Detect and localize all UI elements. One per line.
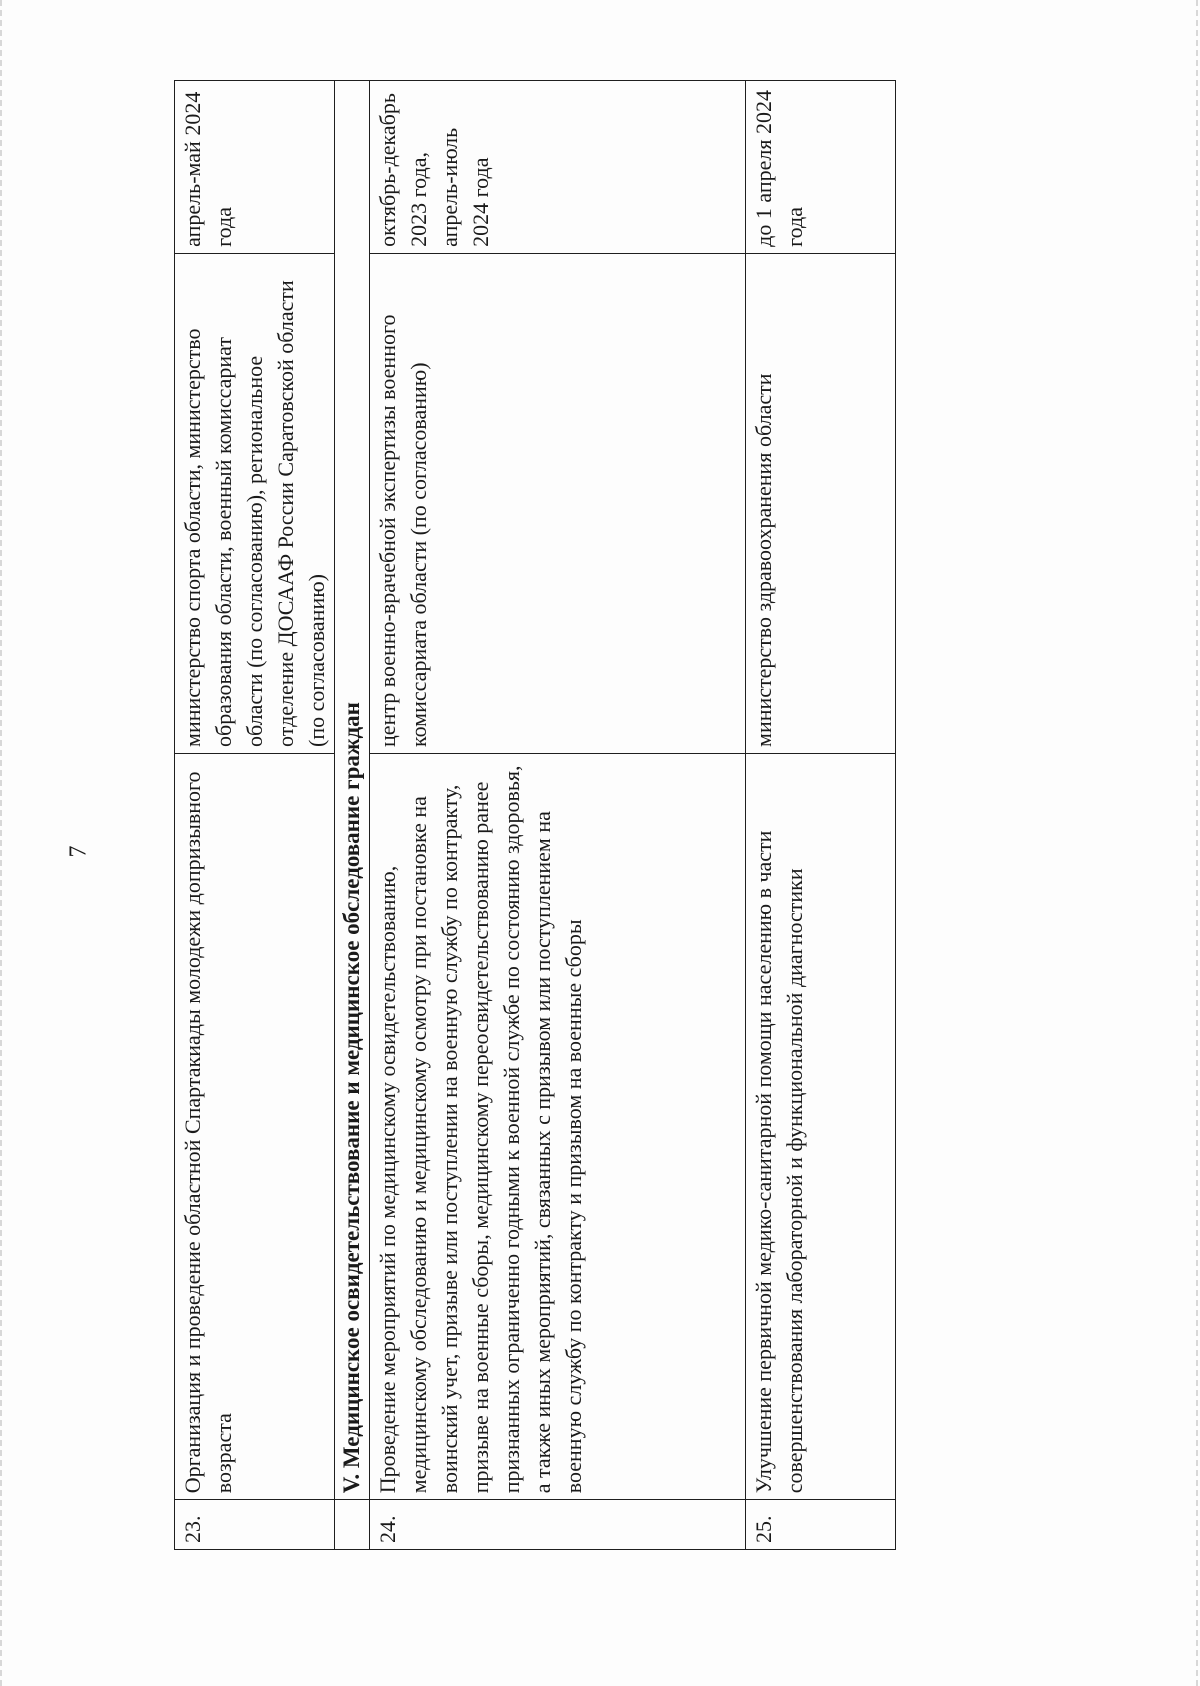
page-number: 7 xyxy=(65,845,92,858)
table-sheet xyxy=(174,80,896,1550)
section-heading: V. Медицинское освидетельствование и медицинское обследование граждан xyxy=(335,81,370,1500)
scan-edge-right xyxy=(1196,0,1198,1686)
responsible-cell: центр военно-врачебной экспертизы военного комиссариата области (по согласованию) xyxy=(370,253,746,753)
row-number: 23. xyxy=(175,1500,335,1550)
row-number: 24. xyxy=(370,1500,746,1550)
table-row xyxy=(370,81,746,1550)
responsible-cell: министерство здравоохранения области xyxy=(746,253,896,753)
scan-edge-left xyxy=(0,0,2,1686)
rotated-table-frame xyxy=(174,80,896,1550)
responsible-cell: министерство спорта области, министерство образования области, военный комиссариат области (по согласованию), региональное отделение ДОСААФ России Саратовской области (по согласованию) xyxy=(175,253,335,753)
row-number: 25. xyxy=(746,1500,896,1550)
event-cell: Улучшение первичной медико-санитарной помощи населению в части совершенствования лабораторной и функциональной диагностики xyxy=(746,753,896,1499)
table-row xyxy=(175,81,335,1550)
term-cell: апрель-май 2024 года xyxy=(175,81,335,254)
term-cell: до 1 апреля 2024 года xyxy=(746,81,896,254)
section-spacer xyxy=(335,1500,370,1550)
event-cell: Организация и проведение областной Спартакиады молодежи допризывного возраста xyxy=(175,753,335,1499)
table-row xyxy=(746,81,896,1550)
term-cell: октябрь-декабрь 2023 года, апрель-июль 2024 года xyxy=(370,81,746,254)
plan-table xyxy=(174,80,896,1550)
section-row xyxy=(335,81,370,1550)
event-cell: Проведение мероприятий по медицинскому освидетельствованию, медицинскому обследованию и медицинскому осмотру при постановке на воинский учет, призыве или поступлении на военную службу по контракту, призыве на военные сборы, медицинскому переосвидетельствованию ранее признанных ограниченно годными к военной службе по состоянию здоровья, а также иных мероприятий, связанных с призывом или поступлением на военную службу по контракту и призывом на военные сборы xyxy=(370,753,746,1499)
